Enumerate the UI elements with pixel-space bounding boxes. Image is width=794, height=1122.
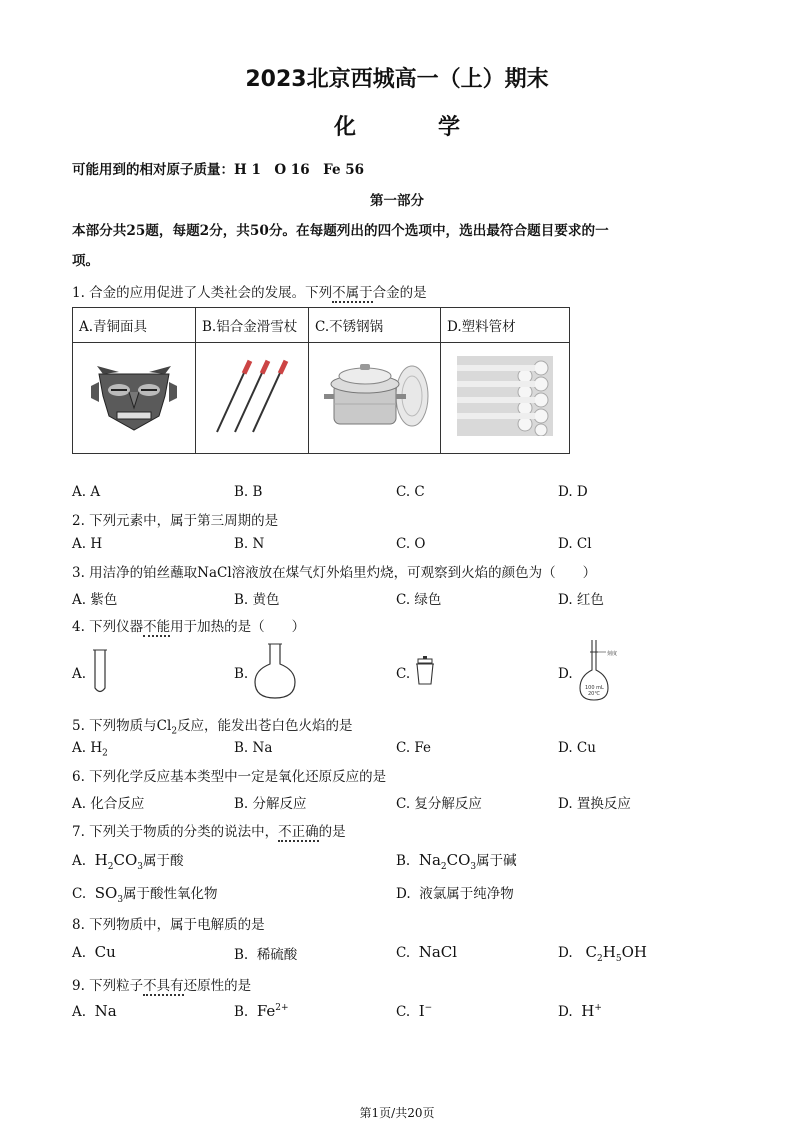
- question-8-stem: 8. 下列物质中，属于电解质的是: [72, 917, 265, 933]
- question-5-stem: 5. 下列物质与$Cl_2$反应，能发出苍白色火焰的是: [72, 718, 353, 737]
- question-3-stem: 3. 用洁净的铂丝蘸取NaCl溶液放在煤气灯外焰里灼烧，可观察到火焰的颜色为（ ）: [72, 565, 597, 581]
- question-9-stem: 9. 下列粒子不具有还原性的是: [72, 978, 252, 994]
- q5-option-c[interactable]: C. Fe: [396, 740, 432, 756]
- q6-option-a[interactable]: A. 化合反应: [72, 796, 145, 812]
- section-instruction-2: 项。: [72, 253, 99, 269]
- q3-option-a[interactable]: A. 紫色: [72, 592, 118, 608]
- q4-option-a[interactable]: A.: [72, 666, 87, 682]
- q8-option-d[interactable]: D. $C_2H_5OH$: [558, 943, 647, 964]
- question-1-stem: 1. 合金的应用促进了人类社会的发展。下列不属于合金的是: [72, 285, 427, 301]
- page-footer: 第1页/共20页: [359, 1106, 435, 1120]
- q2-option-b[interactable]: B. N: [234, 536, 265, 552]
- table-header-b: B.铝合金滑雪杖: [196, 308, 309, 343]
- table-header-a: A.青铜面具: [73, 308, 196, 343]
- q6-option-c[interactable]: C. 复分解反应: [396, 796, 482, 812]
- q5-option-d[interactable]: D. Cu: [558, 740, 596, 756]
- bronze-mask-image: [73, 343, 196, 454]
- q9-option-c[interactable]: C. I−: [396, 1002, 433, 1020]
- q8-option-a[interactable]: A. Cu: [72, 943, 116, 961]
- q3-option-b[interactable]: B. 黄色: [234, 592, 280, 608]
- q7-option-c[interactable]: C. $SO_3$属于酸性氧化物: [72, 884, 218, 905]
- question-7-stem: 7. 下列关于物质的分类的说法中，不正确的是: [72, 824, 346, 840]
- question-4-stem: 4. 下列仪器不能用于加热的是（ ）: [72, 619, 306, 635]
- q7-option-b[interactable]: B. $Na_2CO_3$属于碱: [396, 851, 517, 872]
- q3-option-c[interactable]: C. 绿色: [396, 592, 442, 608]
- q1-option-b[interactable]: B. B: [234, 484, 263, 500]
- subject-title: 化 学: [333, 115, 490, 140]
- q3-option-d[interactable]: D. 红色: [558, 592, 604, 608]
- q1-option-c[interactable]: C. C: [396, 484, 425, 500]
- q8-option-c[interactable]: C. NaCl: [396, 943, 458, 961]
- q6-option-b[interactable]: B. 分解反应: [234, 796, 307, 812]
- q2-option-c[interactable]: C. O: [396, 536, 426, 552]
- ski-poles-image: [196, 343, 309, 454]
- question-6-stem: 6. 下列化学反应基本类型中一定是氧化还原反应的是: [72, 769, 387, 785]
- q1-option-d[interactable]: D. D: [558, 484, 588, 500]
- steel-pot-image: [309, 343, 441, 454]
- q9-option-d[interactable]: D. H+: [558, 1002, 602, 1020]
- q5-option-b[interactable]: B. Na: [234, 740, 273, 756]
- q6-option-d[interactable]: D. 置换反应: [558, 796, 631, 812]
- q4-option-d[interactable]: D.: [558, 666, 573, 682]
- weighing-bottle-icon: [414, 656, 436, 686]
- section-instruction-1: 本部分共25题，每题2分，共50分。在每题列出的四个选项中，选出最符合题目要求的一: [72, 223, 609, 239]
- table-header-c: C.不锈钢锅: [309, 308, 441, 343]
- section-name: 第一部分: [370, 193, 424, 209]
- q4-option-c[interactable]: C.: [396, 666, 411, 682]
- question-2-stem: 2. 下列元素中，属于第三周期的是: [72, 513, 279, 529]
- q4-option-b[interactable]: B.: [234, 666, 249, 682]
- volumetric-flask-icon: [578, 638, 628, 702]
- q8-option-b[interactable]: B. 稀硫酸: [234, 947, 298, 963]
- q2-option-a[interactable]: A. H: [72, 536, 103, 552]
- flask-mark-label: 刻度: [607, 651, 618, 657]
- exam-title: 2023北京西城高一（上）期末: [245, 67, 549, 92]
- round-flask-icon: [251, 642, 299, 700]
- alloy-table: [72, 307, 570, 454]
- q7-option-d[interactable]: D. 液氯属于纯净物: [396, 886, 514, 902]
- flask-volume-label: 100 mL: [585, 685, 604, 691]
- q7-option-a[interactable]: A. $H_2CO_3$属于酸: [72, 851, 184, 872]
- q9-option-a[interactable]: A. Na: [72, 1002, 117, 1020]
- test-tube-icon: [90, 648, 110, 696]
- q1-option-a[interactable]: A. A: [72, 484, 101, 500]
- q9-option-b[interactable]: B. $Fe^{2+}$: [234, 1002, 289, 1020]
- flask-temp-label: 20℃: [588, 691, 600, 697]
- plastic-pipes-image: [441, 343, 570, 454]
- table-header-d: D.塑料管材: [441, 308, 570, 343]
- q2-option-d[interactable]: D. Cl: [558, 536, 592, 552]
- atomic-masses: 可能用到的相对原子质量：H 1 O 16 Fe 56: [72, 162, 365, 178]
- q5-option-a[interactable]: A. $H_2$: [72, 740, 108, 759]
